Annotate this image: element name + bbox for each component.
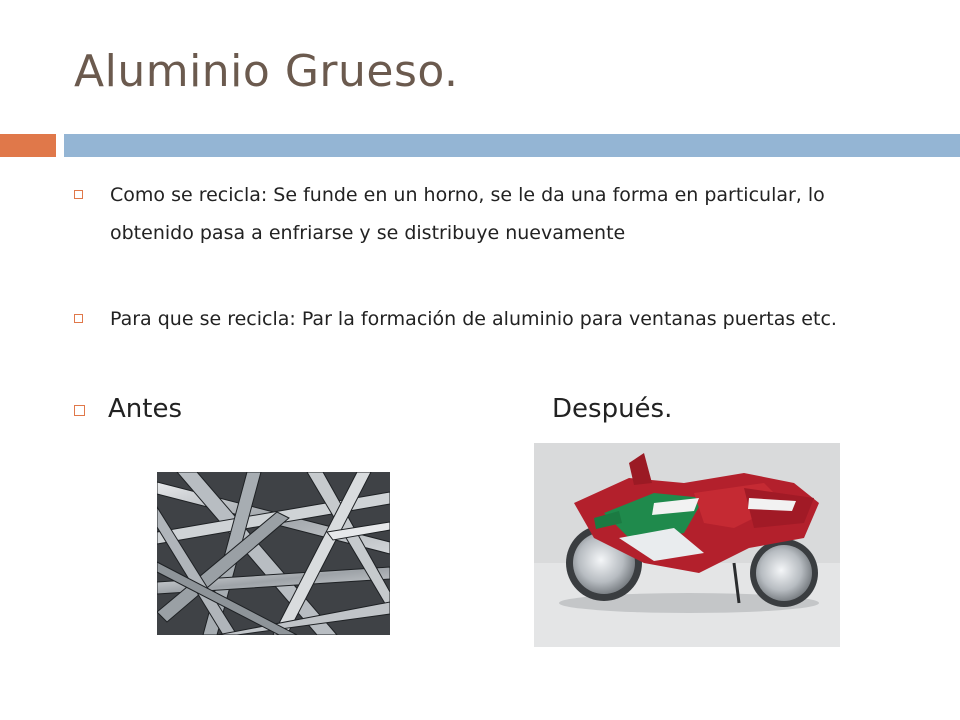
after-label: Después.	[552, 394, 673, 424]
before-label: Antes	[108, 394, 183, 424]
title-accent-bar	[0, 134, 56, 157]
square-bullet-icon	[74, 314, 83, 323]
can-motorcycle-photo	[534, 443, 840, 647]
scrap-aluminum-image	[157, 472, 390, 635]
can-motorcycle-image	[534, 443, 840, 647]
bullet-text: Como se recicla: Se funde en un horno, se le da una forma en particular, lo obtenido pasa a enfriarse y se distribuye nuevamente	[110, 184, 825, 244]
scrap-aluminum-photo	[157, 472, 390, 635]
bullet-text: Para que se recicla: Par la formación de aluminio para ventanas puertas etc.	[110, 308, 837, 330]
title-divider-bar	[64, 134, 960, 157]
slide-title: Aluminio Grueso.	[74, 46, 459, 97]
square-bullet-icon	[74, 405, 85, 416]
square-bullet-icon	[74, 190, 83, 199]
